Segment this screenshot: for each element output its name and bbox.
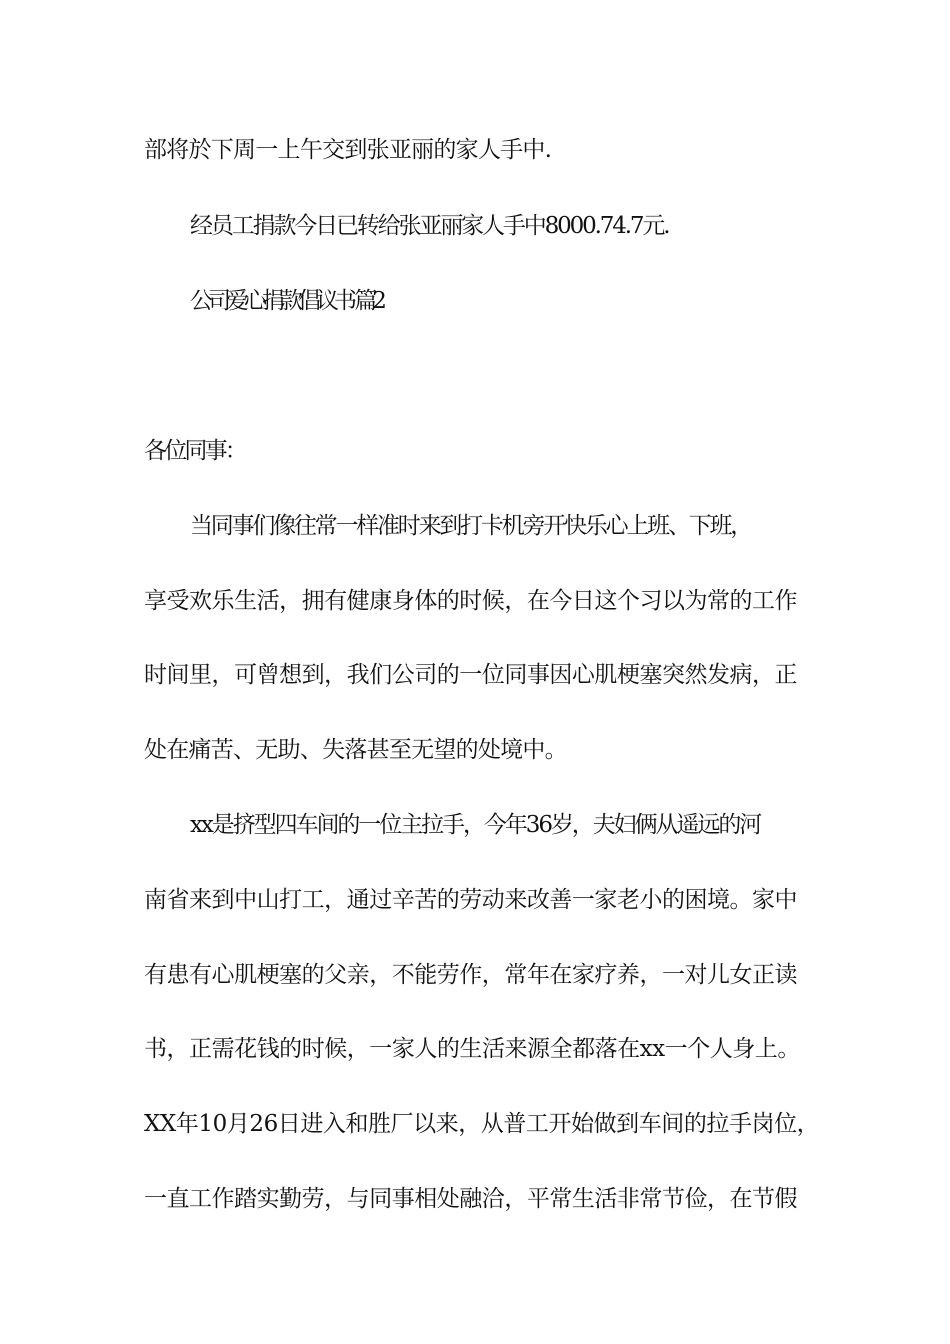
- text-line: XX年10月26日进入和胜厂以来，从普工开始做到车间的拉手岗位，: [144, 1111, 820, 1137]
- text-line: 当同事们像往常一样准时来到打卡机旁开快乐心上班、下班，: [190, 513, 752, 539]
- text-line: 经员工捐款今日已转给张亚丽家人手中8000.74.7元.: [190, 213, 669, 239]
- text-line: 南省来到中山打工，通过辛苦的劳动来改善一家老小的困境。家中: [144, 887, 798, 913]
- text-line: 有患有心肌梗塞的父亲，不能劳作，常年在家疗养，一对儿女正读: [144, 962, 798, 988]
- text-line: 部将於下周一上午交到张亚丽的家人手中.: [144, 137, 552, 163]
- salutation: 各位同事：: [144, 438, 246, 464]
- text-line: 书，正需花钱的时候，一家人的生活来源全都落在xx一个人身上。: [144, 1036, 800, 1062]
- section-heading: 公司爱心捐款倡议书 篇2: [190, 288, 382, 314]
- text-line: 时间里，可曾想到，我们公司的一位同事因心肌梗塞突然发病，正: [144, 662, 798, 688]
- text-line: xx是挤型四车间的一位主拉手，今年36岁，夫妇俩从遥远的河: [190, 812, 761, 838]
- text-line: 一直工作踏实勤劳，与同事相处融洽，平常生活非常节俭，在节假: [144, 1186, 798, 1212]
- text-line: 处在痛苦、无助、失落甚至无望的处境中。: [144, 737, 567, 763]
- text-line: 享受欢乐生活，拥有健康身体的时候，在今日这个习以为常的工作: [144, 588, 798, 614]
